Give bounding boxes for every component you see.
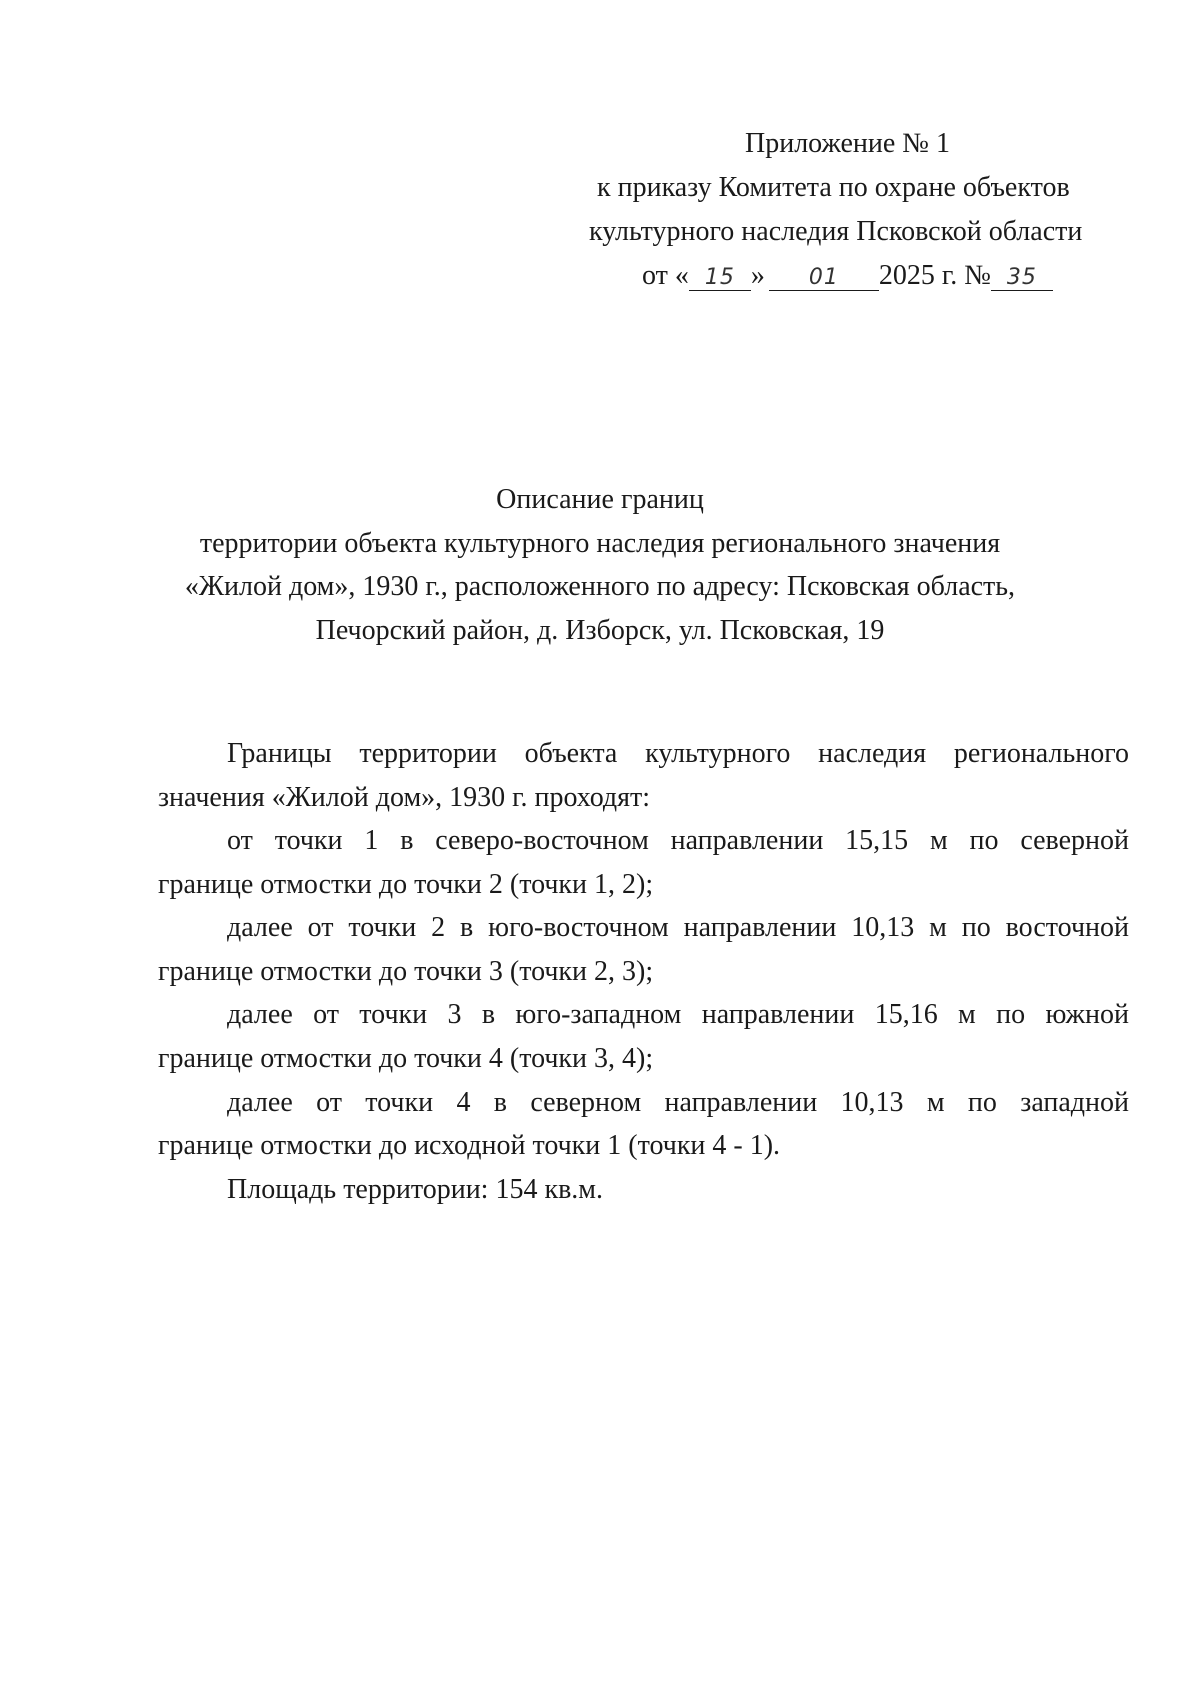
segment-2-first-line: далее от точки 2 в юго-восточном направлении 10,13 м по восточной — [227, 912, 1129, 943]
segment-3-first-line: далее от точки 3 в юго-западном направлении 15,16 м по южной — [227, 999, 1129, 1030]
appendix-date-line — [642, 258, 1053, 294]
date-year-number: 2025 г. № — [878, 260, 991, 291]
segment-3-second-line: границе отмостки до точки 4 (точки 3, 4); — [158, 1043, 654, 1074]
title-line-4: Печорский район, д. Изборск, ул. Псковская, 19 — [315, 615, 885, 646]
title-line-3: «Жилой дом», 1930 г., расположенного по адресу: Псковская область, — [184, 571, 1016, 602]
appendix-number: Приложение № 1 — [745, 128, 950, 159]
handwritten-month: 01 — [769, 266, 879, 291]
segment-1-first-line: от точки 1 в северо-восточном направлении 15,15 м по северной — [227, 825, 1129, 856]
intro-first-line: Границы территории объекта культурного наследия регионального — [227, 738, 1129, 769]
date-prefix: от « — [642, 260, 689, 291]
handwritten-order-number: 35 — [991, 266, 1053, 291]
segment-4-second-line: границе отмостки до исходной точки 1 (точки 4 - 1). — [158, 1130, 781, 1161]
title-line-2: территории объекта культурного наследия регионального значения — [199, 528, 1001, 559]
appendix-order-reference: к приказу Комитета по охране объектов — [597, 172, 1070, 203]
date-mid: » — [750, 260, 765, 291]
title-line-1: Описание границ — [496, 484, 704, 515]
territory-area: Площадь территории: 154 кв.м. — [227, 1174, 604, 1205]
intro-second-line: значения «Жилой дом», 1930 г. проходят: — [158, 782, 651, 813]
appendix-committee-name: культурного наследия Псковской области — [589, 216, 1083, 247]
segment-2-second-line: границе отмостки до точки 3 (точки 2, 3); — [158, 956, 654, 987]
handwritten-day: 15 — [689, 266, 751, 291]
segment-1-second-line: границе отмостки до точки 2 (точки 1, 2); — [158, 869, 654, 900]
segment-4-first-line: далее от точки 4 в северном направлении 10,13 м по западной — [227, 1087, 1129, 1118]
